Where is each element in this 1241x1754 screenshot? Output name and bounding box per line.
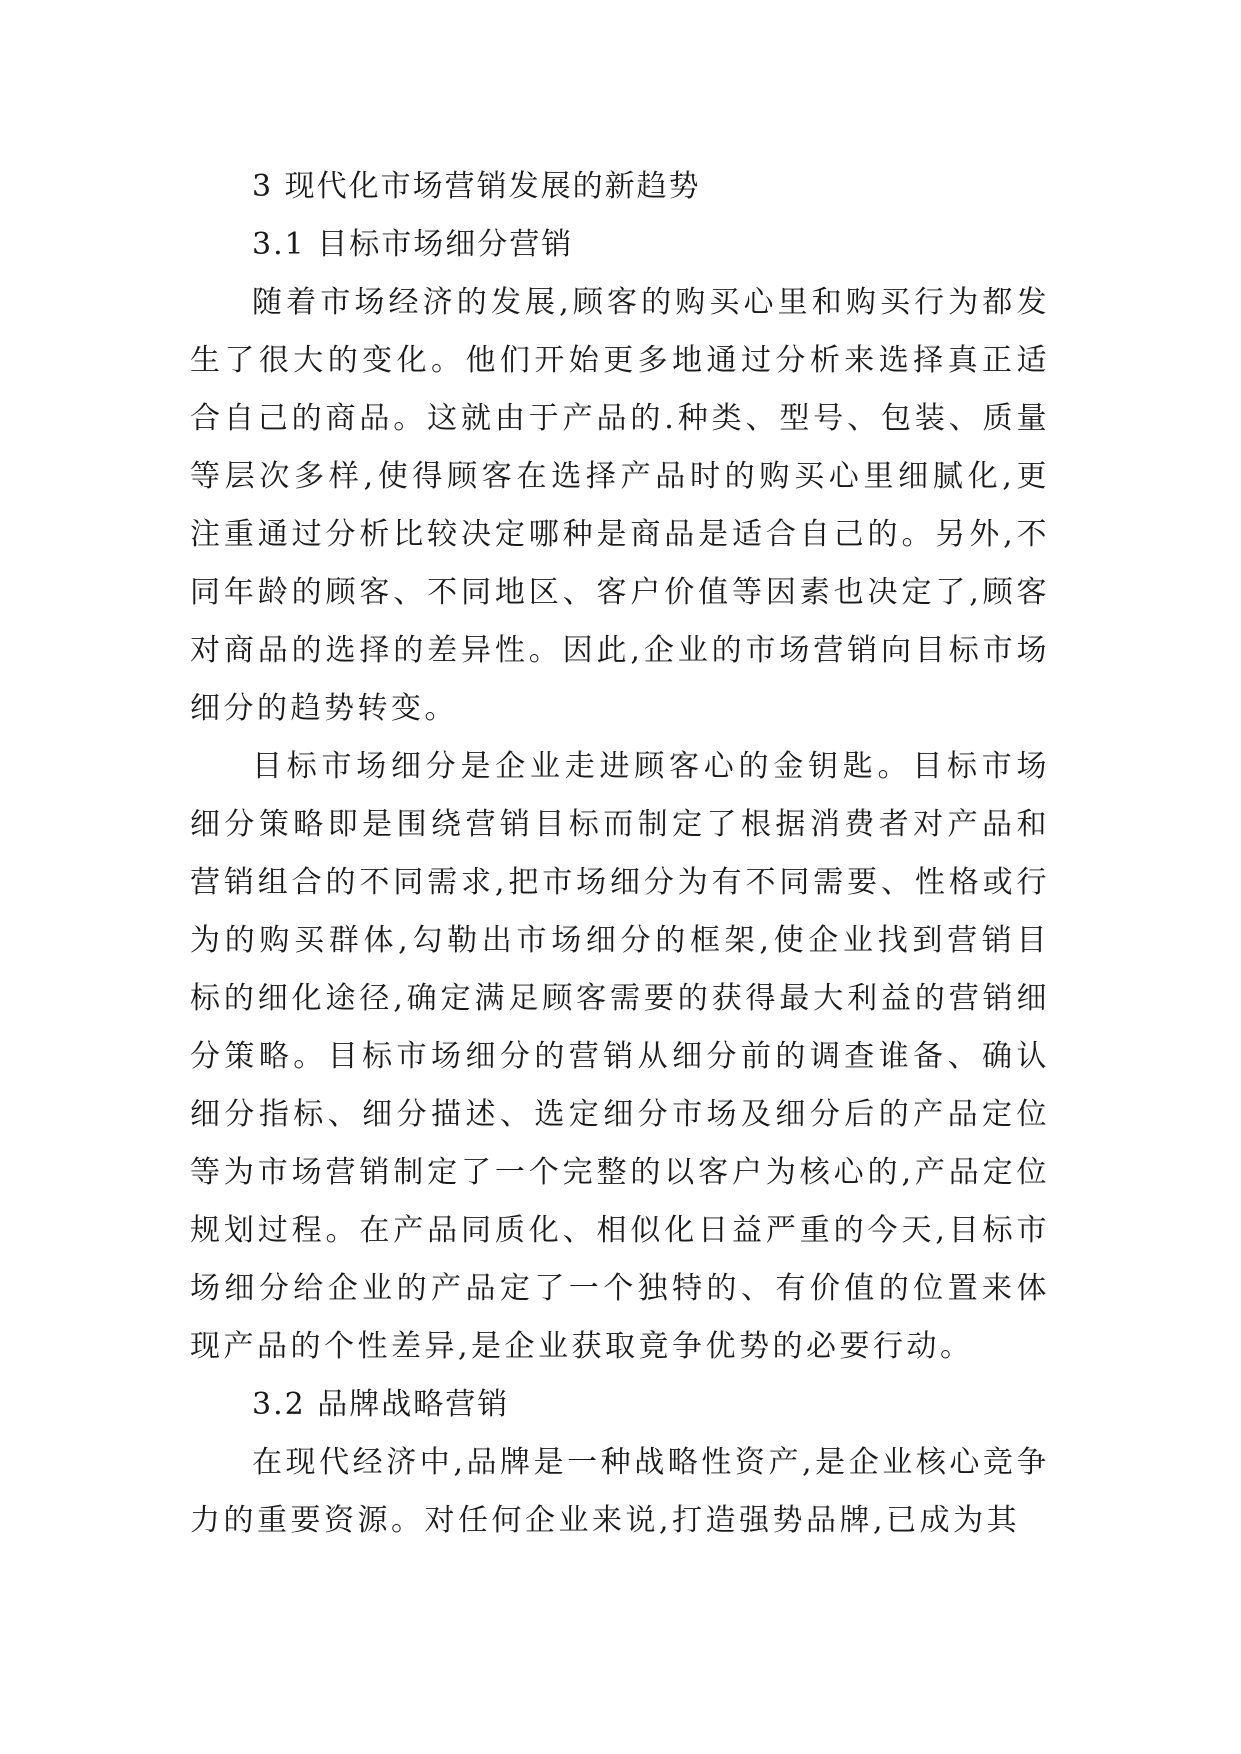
section-heading: 3 现代化市场营销发展的新趋势 [252,169,701,204]
paragraph-brand-strategy: 在现代经济中,品牌是一种战略性资产,是企业核心竞争力的重要资源。对任何企业来说,打造强势品牌,已成为其 [190,1445,1050,1538]
paragraph-segmentation-strategy: 目标市场细分是企业走进顾客心的金钥匙。目标市场细分策略即是围绕营销目标而制定了根据消费者对产品和营销组合的不同需求,把市场细分为有不同需要、性格或行为的购买群体,勾勒出市场细分的框架,使企业找到营销目标的细化途径,确定满足顾客需要的获得最大利益的营销细分策略。目标市场细分的营销从细分前的调查谁备、确认细分指标、细分描述、选定细分市场及细分后的产品定位等为市场营销制定了一个完整的以客户为核心的,产品定位规划过程。在产品同质化、相似化日益严重的今天,目标市场细分给企业的产品定了一个独特的、有价值的位置来体现产品的个性差异,是企业获取竟争优势的必要行动。 [190,749,1050,1364]
paragraph-market-change: 随着市场经济的发展,顾客的购买心里和购买行为都发生了很大的变化。他们开始更多地通过分析来选择真正适合自己的商品。这就由于产品的.种类、型号、包装、质量等层次多样,使得顾客在选择产品时的购买心里细腻化,更注重通过分析比较决定哪种是商品是适合自己的。另外,不同年龄的顾客、不同地区、客户价值等因素也决定了,顾客对商品的选择的差异性。因此,企业的市场营销向目标市场细分的趋势转变。 [190,285,1050,726]
subsection-heading-3-2: 3.2 品牌战略营销 [252,1387,510,1422]
subsection-heading-3-1: 3.1 目标市场细分营销 [252,227,574,262]
document-page [190,158,1050,1550]
